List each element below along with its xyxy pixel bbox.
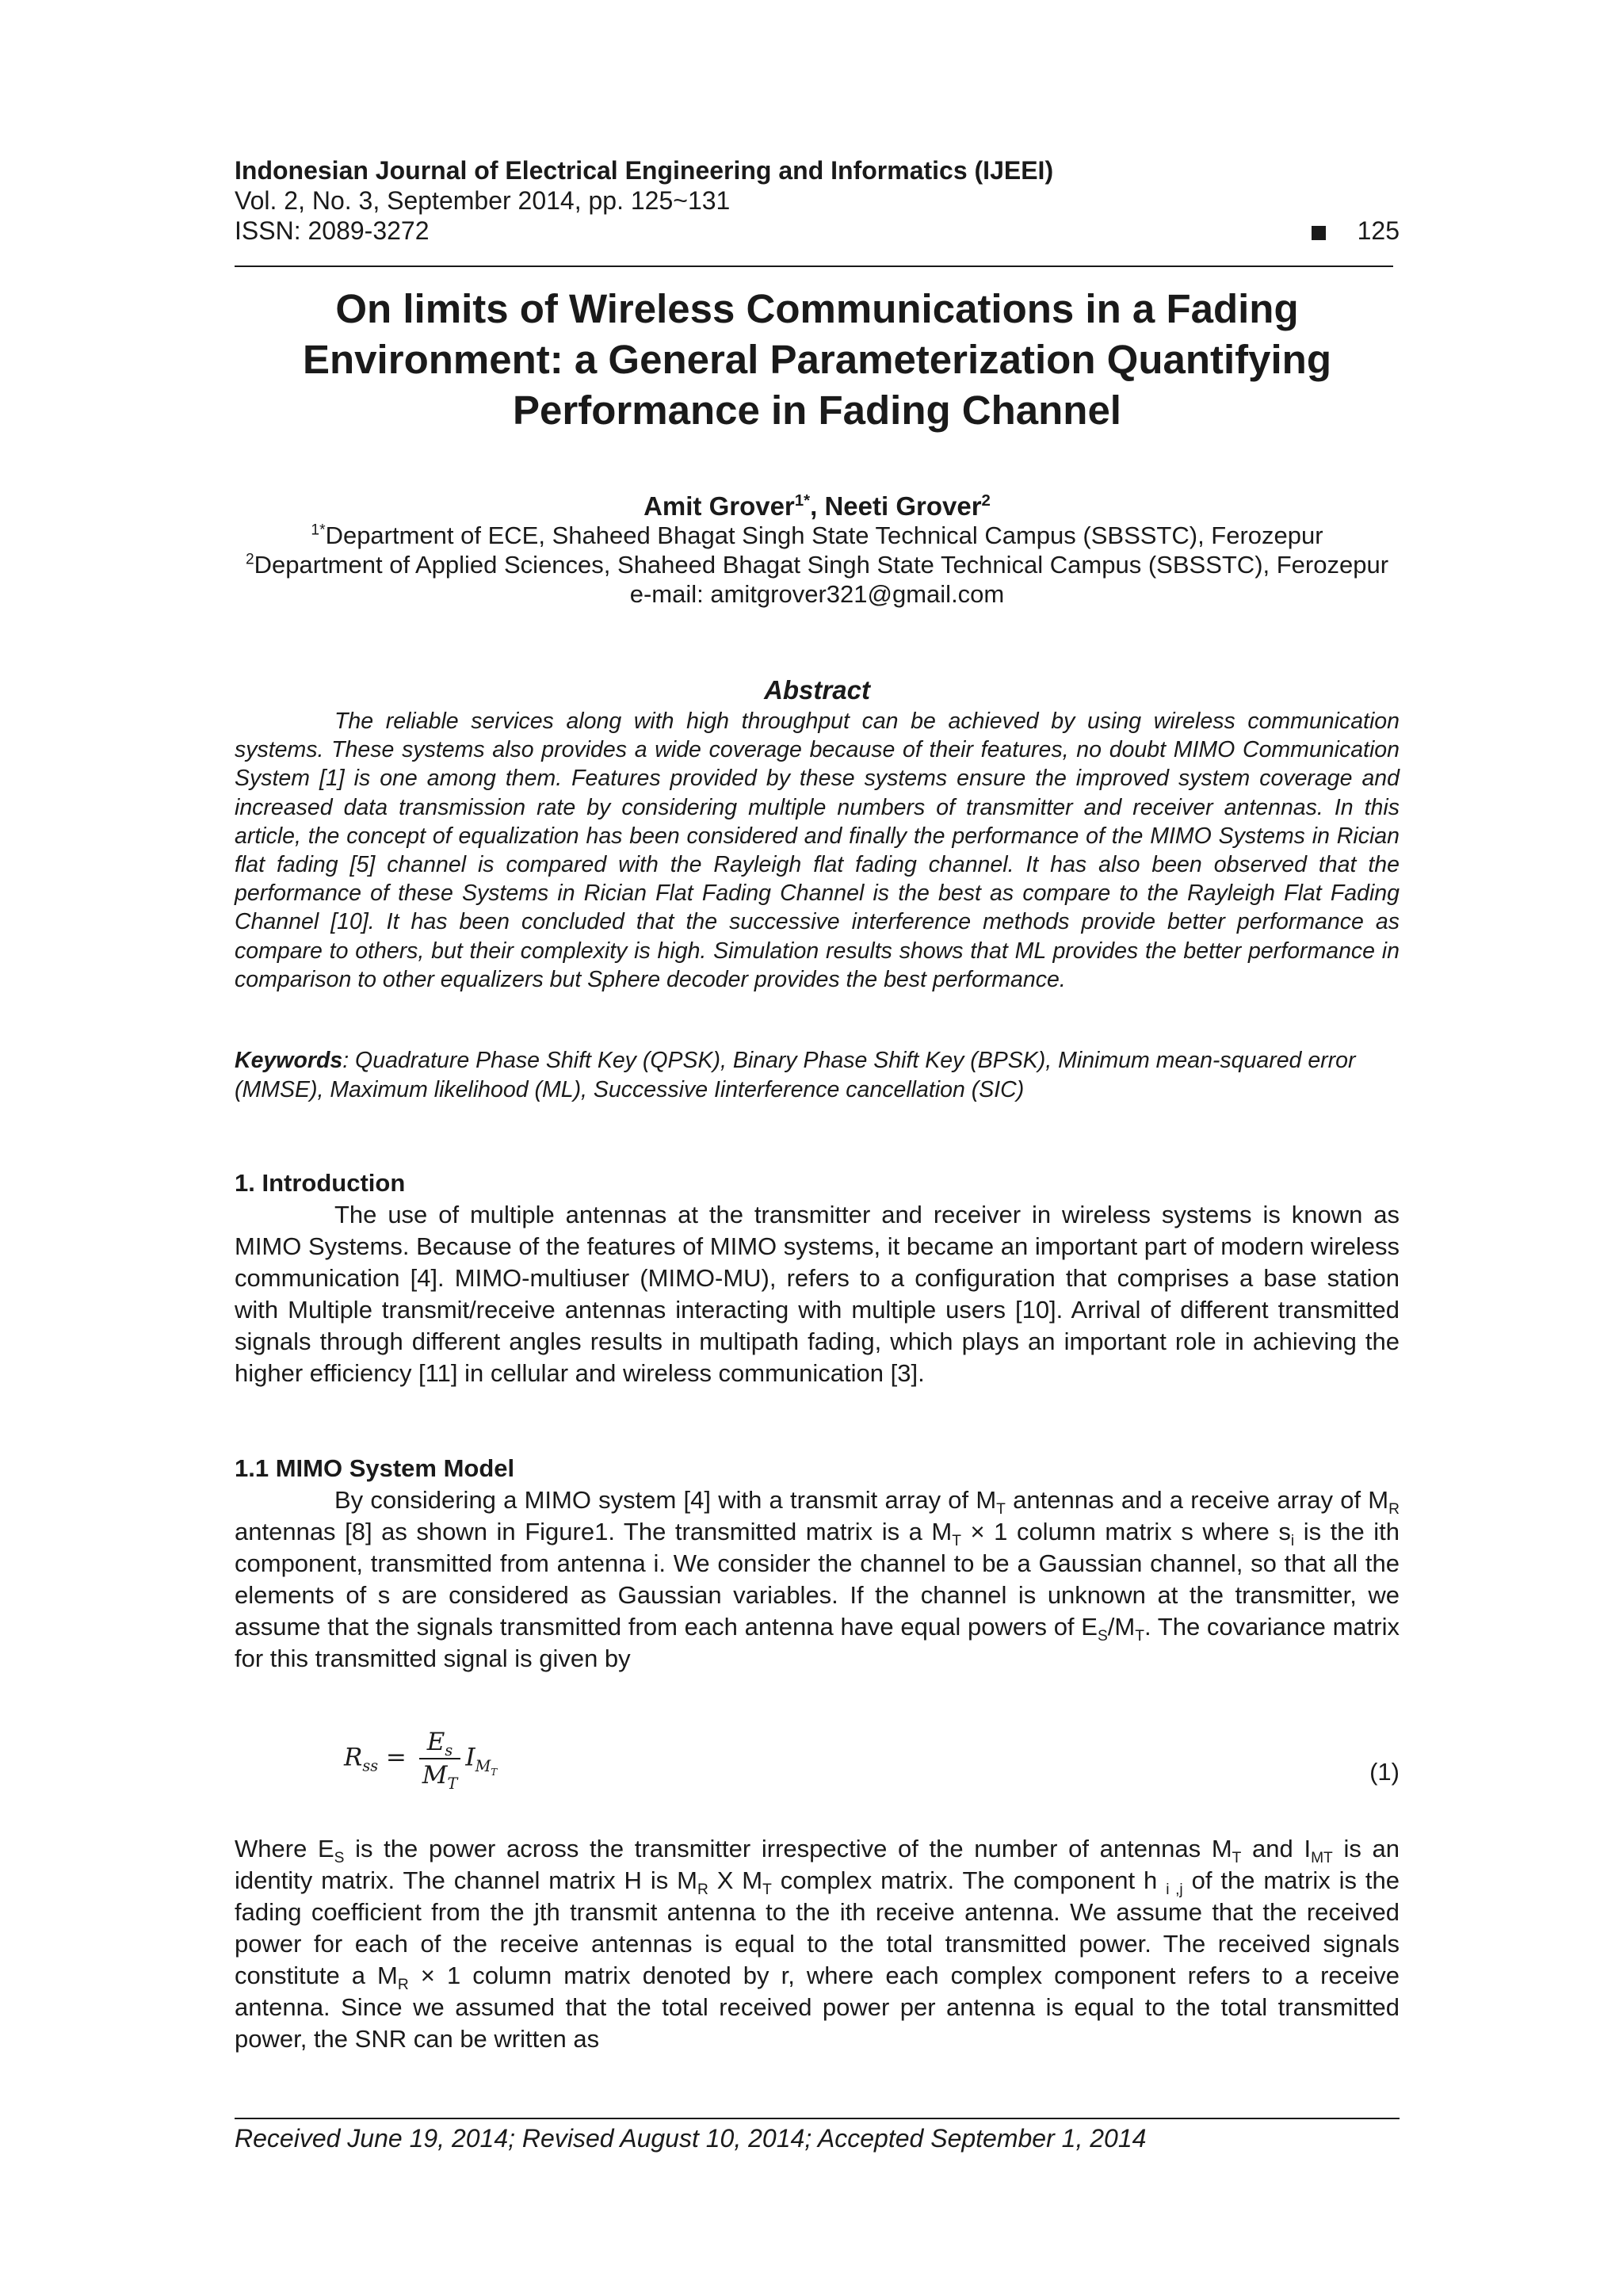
eq-den-symbol: M <box>422 1761 448 1790</box>
author-1-sup: 1* <box>794 491 811 510</box>
volume-info: Vol. 2, No. 3, September 2014, pp. 125~131 <box>235 186 731 215</box>
footer-rule <box>235 2118 1400 2119</box>
subscript: T <box>762 1881 772 1899</box>
text-run: and I <box>1241 1835 1312 1862</box>
subscript: T <box>1135 1628 1144 1645</box>
subscript: R <box>697 1881 708 1899</box>
header-rule <box>235 266 1393 267</box>
section-heading-introduction: 1. Introduction <box>235 1169 406 1197</box>
eq-rhs-sub-symbol: M <box>475 1756 491 1775</box>
author-2-sup: 2 <box>981 491 991 510</box>
author-2: Neeti Grover <box>824 491 982 521</box>
eq-rhs: I <box>465 1743 475 1772</box>
eq-num-symbol: E <box>426 1728 445 1756</box>
affiliation-1 <box>235 521 1400 550</box>
eq-rhs-subsub: T <box>491 1766 498 1778</box>
page <box>235 0 1400 2296</box>
subscript: S <box>1097 1628 1108 1645</box>
equation-math <box>344 1728 498 1794</box>
subscript: S <box>334 1850 345 1867</box>
keywords-label: Keywords <box>235 1048 343 1073</box>
text-run: By considering a MIMO system [4] with a transmit array of M <box>334 1486 997 1514</box>
subscript: T <box>952 1533 961 1550</box>
section-heading-mimo-model: 1.1 MIMO System Model <box>235 1454 515 1482</box>
eq-den-sub: T <box>447 1775 458 1794</box>
subscript: i <box>1290 1533 1295 1550</box>
eq-equals: = <box>378 1743 414 1772</box>
journal-name: Indonesian Journal of Electrical Engineering and Informatics (IJEEI) <box>235 156 1054 185</box>
author-email: e-mail: amitgrover321@gmail.com <box>629 580 1005 608</box>
mimo-model-paragraph-2 <box>235 1833 1400 2055</box>
issn-row <box>235 216 1400 246</box>
page-number-group <box>1312 216 1400 246</box>
subscript: i ,j <box>1166 1881 1183 1899</box>
affiliation-2-sup: 2 <box>245 551 254 568</box>
text-run: complex matrix. The component h <box>771 1866 1167 1894</box>
title-line-1: On limits of Wireless Communications in a Fading <box>335 286 1299 331</box>
text-run: of the matrix is the fading coefficient from the jth transmit antenna to the ith receive antenna. We assume that the received power for each of the receive antennas is equal to the total transmitted power. The received signals constitute a M <box>235 1866 1400 1989</box>
issn: ISSN: 2089-3272 <box>235 216 430 245</box>
text-run: . The covariance matrix for this transmitted signal is given by <box>235 1613 1400 1672</box>
text-run: antennas [8] as shown in Figure1. The transmitted matrix is a M <box>235 1518 953 1545</box>
eq-fraction <box>419 1728 461 1794</box>
text-run: /M <box>1107 1613 1136 1641</box>
subscript: R <box>397 1977 409 1994</box>
eq-rhs-sub <box>475 1756 498 1778</box>
mimo-model-paragraph-1 <box>235 1484 1400 1675</box>
intro-paragraph: The use of multiple antennas at the transmitter and receiver in wireless systems is known as MIMO Systems. Because of the features of MIMO systems, it became an important part of modern wireless communication [4]. MIMO-multiuser (MIMO-MU), refers to a configuration that comprises a base station with Multiple transmit/receive antennas interacting with multiple users [10]. Arrival of different transmitted signals through different angles results in multipath fading, which plays an important role in achieving the higher efficiency [11] in cellular and wireless communication [3]. <box>235 1201 1400 1387</box>
author-names <box>235 491 1400 521</box>
eq-numerator <box>419 1728 461 1759</box>
title-line-3: Performance in Fading Channel <box>513 388 1121 433</box>
equation-1 <box>235 1728 1400 1807</box>
affiliation-2-text: Department of Applied Sciences, Shaheed Bhagat Singh State Technical Campus (SBSSTC), Ferozepur <box>254 551 1389 579</box>
eq-lhs-sub: ss <box>362 1756 379 1775</box>
page-number: 125 <box>1357 216 1400 245</box>
title-line-2: Environment: a General Parameterization Quantifying <box>303 337 1331 382</box>
text-run: X M <box>708 1866 763 1894</box>
subscript: MT <box>1311 1850 1333 1867</box>
author-block <box>235 491 1400 609</box>
text-run: is the power across the transmitter irrespective of the number of antennas M <box>344 1835 1232 1862</box>
eq-num-sub: s <box>445 1741 453 1760</box>
text-run: is an identity matrix. The channel matrix H is M <box>235 1835 1400 1894</box>
affiliation-2 <box>235 550 1400 579</box>
subscript: T <box>1232 1850 1242 1867</box>
text-run: is the ith component, transmitted from antenna i. We consider the channel to be a Gaussian channel, so that all the elements of s are considered as Gaussian variables. If the channel is unknown at the transmitter, we assume that the signals transmitted from each antenna have equal powers of E <box>235 1518 1400 1641</box>
author-separator: , <box>810 491 825 521</box>
eq-lhs: R <box>344 1743 363 1772</box>
running-header <box>235 155 1400 246</box>
affiliation-1-sup: 1* <box>311 521 326 539</box>
text-run: × 1 column matrix denoted by r, where each complex component refers to a receive antenna. Since we assumed that the total received power per antenna is equal to the total transmitted power, the SNR can be written as <box>235 1962 1400 2053</box>
subscript: T <box>996 1501 1006 1519</box>
keywords-text: : Quadrature Phase Shift Key (QPSK), Binary Phase Shift Key (BPSK), Minimum mean-squared error (MMSE), Maximum likelihood (ML), Successive Iinterference cancellation (SIC) <box>235 1048 1356 1102</box>
subscript: R <box>1388 1501 1400 1519</box>
text-run: × 1 column matrix s where s <box>960 1518 1291 1545</box>
text-run: antennas and a receive array of M <box>1005 1486 1389 1514</box>
abstract-heading: Abstract <box>764 675 870 705</box>
affiliation-1-text: Department of ECE, Shaheed Bhagat Singh State Technical Campus (SBSSTC), Ferozepur <box>325 521 1323 549</box>
keywords <box>235 1046 1400 1105</box>
text-run: Where E <box>235 1835 334 1862</box>
received-dates: Received June 19, 2014; Revised August 10, 2014; Accepted September 1, 2014 <box>235 2124 1147 2153</box>
equation-number: (1) <box>1369 1758 1400 1786</box>
square-bullet-icon <box>1312 226 1326 240</box>
author-1: Amit Grover <box>643 491 795 521</box>
abstract-text: The reliable services along with high throughput can be achieved by using wireless communication systems. These systems also provides a wide coverage because of their features, no doubt MIMO Communication System [1] is one among them. Features provided by these systems ensure the improved system coverage and increased data transmission rate by considering multiple numbers of transmitter and receiver antennas. In this article, the concept of equalization has been considered and finally the performance of the MIMO Systems in Rician flat fading [5] channel is compared with the Rayleigh flat fading channel. It has also been observed that the performance of these Systems in Rician Flat Fading Channel is the best as compare to the Rayleigh Flat Fading Channel [10]. It has been concluded that the successive interference methods provide better performance as compare to others, but their complexity is high. Simulation results shows that ML provides the better performance in comparison to other equalizers but Sphere decoder provides the best performance. <box>235 709 1400 992</box>
eq-denominator <box>419 1759 461 1794</box>
paper-title <box>235 284 1400 436</box>
